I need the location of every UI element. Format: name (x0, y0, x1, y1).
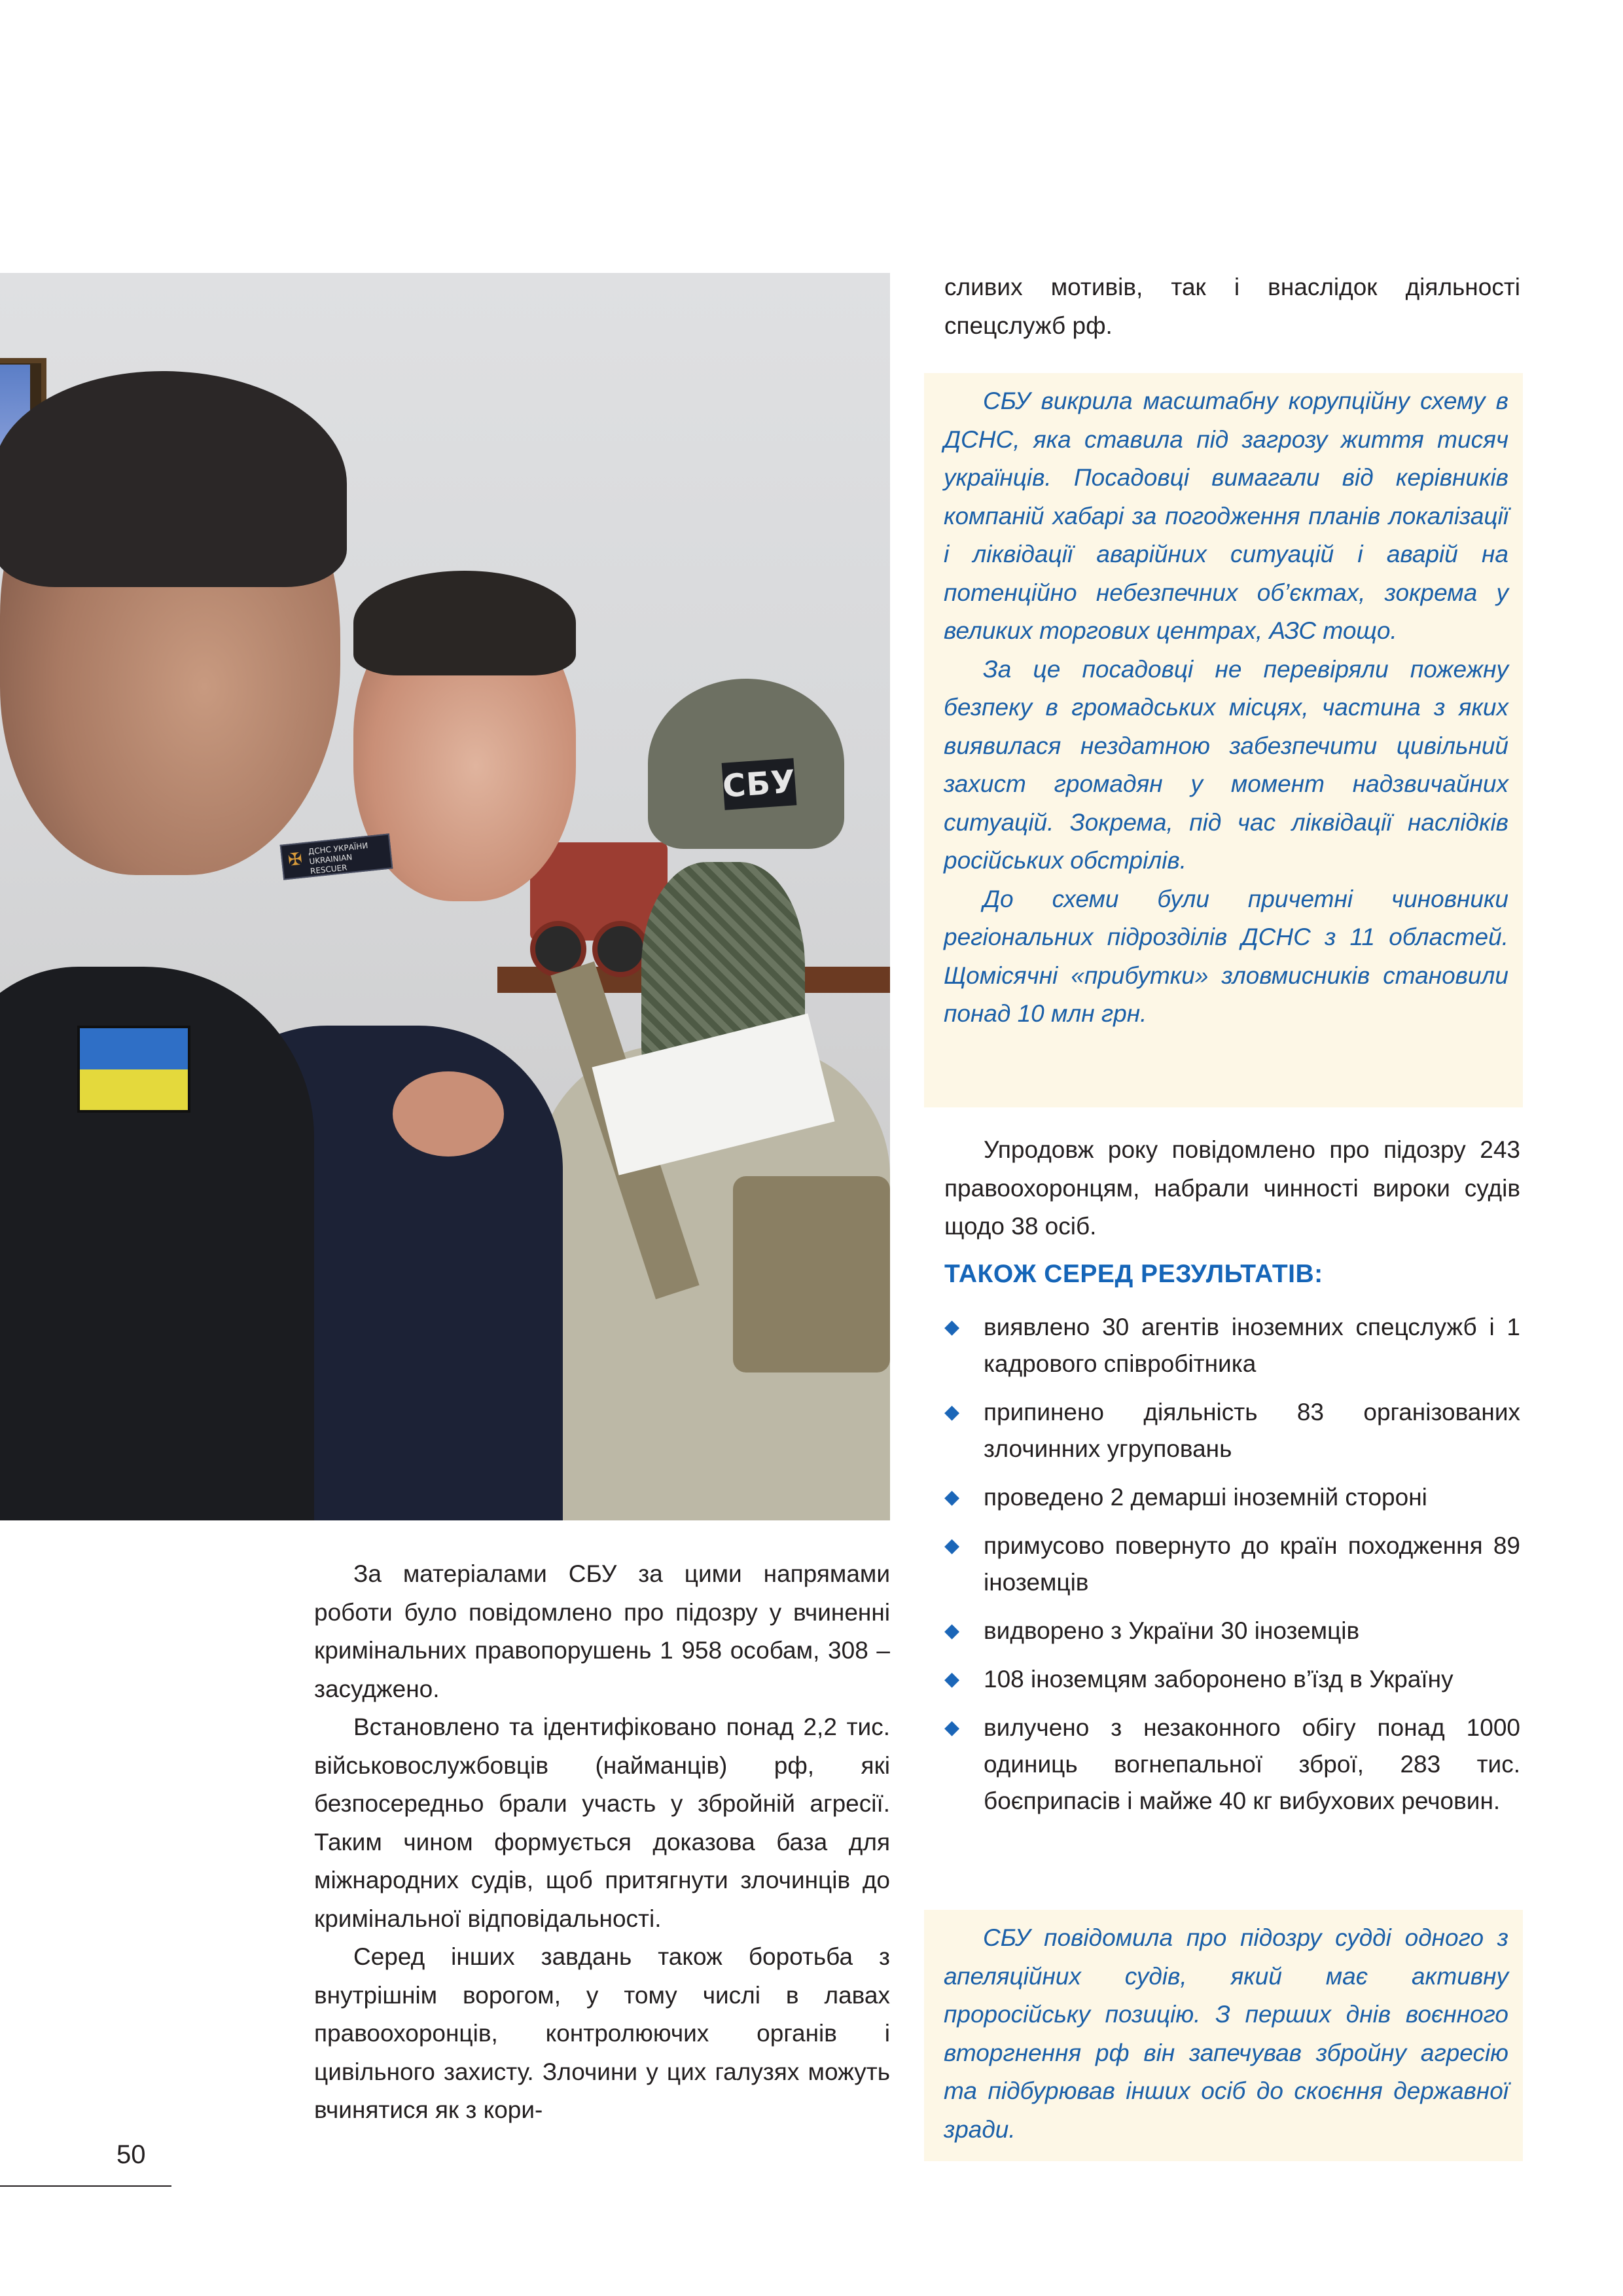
callout-judge-suspicion (924, 1910, 1523, 2161)
list-item-text: проведено 2 демарші іноземній стороні (984, 1484, 1427, 1511)
right-column-continuation (944, 268, 1520, 345)
ukraine-flag-patch-icon (77, 1026, 190, 1113)
diamond-bullet-icon: ◆ (944, 1401, 960, 1423)
results-heading: ТАКОЖ СЕРЕД РЕЗУЛЬТАТІВ: (944, 1260, 1323, 1288)
list-item (944, 1661, 1520, 1698)
list-item (944, 1394, 1520, 1467)
callout-dsns-corruption (924, 373, 1523, 1107)
dsns-chest-badge (280, 833, 393, 880)
diamond-bullet-icon: ◆ (944, 1620, 960, 1641)
list-item-text: видворено з України 30 іноземців (984, 1617, 1360, 1644)
paragraph: сливих мотивів, так і внаслідок діяльності спецслужб рф. (944, 274, 1520, 339)
paragraph: За матеріалами СБУ за цими напрямами роботи було повідомлено про підозру у вчиненні кримінальних правопорушень 1 958 особам, 308 – засуджено. (314, 1560, 890, 1702)
list-item (944, 1479, 1520, 1516)
sbu-cap-patch: СБУ (722, 758, 797, 810)
left-column-text (314, 1555, 890, 2130)
page-number: 50 (116, 2140, 146, 2169)
diamond-bullet-icon: ◆ (944, 1535, 960, 1556)
diamond-bullet-icon: ◆ (944, 1668, 960, 1690)
list-item-text: вилучено з незаконного обігу понад 1000 одиниць вогнепальної зброї, 283 тис. боєприпасів і майже 40 кг вибухових речовин. (984, 1714, 1520, 1814)
list-item (944, 1309, 1520, 1382)
article-photo (0, 273, 890, 1520)
flag-blue-stripe (80, 1028, 188, 1069)
officer-dsns-hair (353, 571, 576, 675)
callout-paragraph: До схеми були причетні чиновники регіональних підрозділів ДСНС з 11 областей. Щомісячні «прибутки» зловмисників становили понад 10 млн грн. (944, 885, 1508, 1027)
results-list (944, 1309, 1520, 1831)
paragraph: Встановлено та ідентифіковано понад 2,2 тис. військовослужбовців (найманців) рф, які безпосередньо брали участь у збройній агресії. Таким чином формується доказова база для міжнародних судів, щоб притягнути злочинців до кримінальної відповідальності. (314, 1713, 890, 1932)
diamond-bullet-icon: ◆ (944, 1717, 960, 1738)
list-item (944, 1613, 1520, 1649)
diamond-bullet-icon: ◆ (944, 1486, 960, 1508)
flag-yellow-stripe (80, 1069, 188, 1111)
badge-line-1: ДСНС УКРАЇНИ (308, 840, 369, 857)
toy-truck-wheel (592, 921, 649, 977)
officer-left-hair (0, 371, 347, 587)
footer-divider (0, 2185, 171, 2187)
tactical-bag (733, 1176, 890, 1372)
callout-paragraph: За це посадовці не перевіряли пожежну безпеку в громадських місцях, частина з яких виявилася нездатною забезпечити цивільний захист громадян у момент надзвичайних ситуацій. Зокрема, під час ліквідації наслідків російських обстрілів. (944, 655, 1508, 874)
list-item (944, 1710, 1520, 1820)
list-item-text: 108 іноземцям заборонено в’їзд в Україну (984, 1666, 1454, 1693)
list-item-text: припинено діяльність 83 організованих злочинних угруповань (984, 1399, 1520, 1462)
badge-line-2: UKRAINIAN RESCUER (308, 852, 353, 876)
callout-paragraph: СБУ викрила масштабну корупційну схему в ДСНС, яка ставила під загрозу життя тисяч українців. Посадовці вимагали від керівників компаній хабарі за погодження планів локалізації і ліквідації аварійних ситуацій і аварій на потенційно небезпечних об’єктах, зокрема у великих торгових центрах, АЗС тощо. (944, 387, 1508, 644)
gesturing-hand (393, 1071, 504, 1157)
right-column-paragraph (944, 1131, 1520, 1246)
paragraph: Упродовж року повідомлено про підозру 243 правоохоронцям, набрали чинності вироки судів щодо 38 осіб. (944, 1136, 1520, 1240)
list-item (944, 1528, 1520, 1601)
paragraph: Серед інших завдань також боротьба з внутрішнім ворогом, у тому числі в лавах правоохоронців, контролюючих органів і цивільного захисту. Злочини у цих галузях можуть вчинятися як з кори- (314, 1943, 890, 2123)
list-item-text: примусово повернуто до країн походження 89 іноземців (984, 1532, 1520, 1596)
diamond-bullet-icon: ◆ (944, 1316, 960, 1338)
callout-paragraph: СБУ повідомила про підозру судді одного з апеляційних судів, який має активну проросійську позицію. З перших днів воєнного вторгнення рф він запечував збройну агресію та підбурював інших осіб до скоєння державної зради. (944, 1924, 1508, 2143)
list-item-text: виявлено 30 агентів іноземних спецслужб і 1 кадрового співробітника (984, 1314, 1520, 1377)
dsns-cross-icon: ✠ (287, 849, 304, 870)
